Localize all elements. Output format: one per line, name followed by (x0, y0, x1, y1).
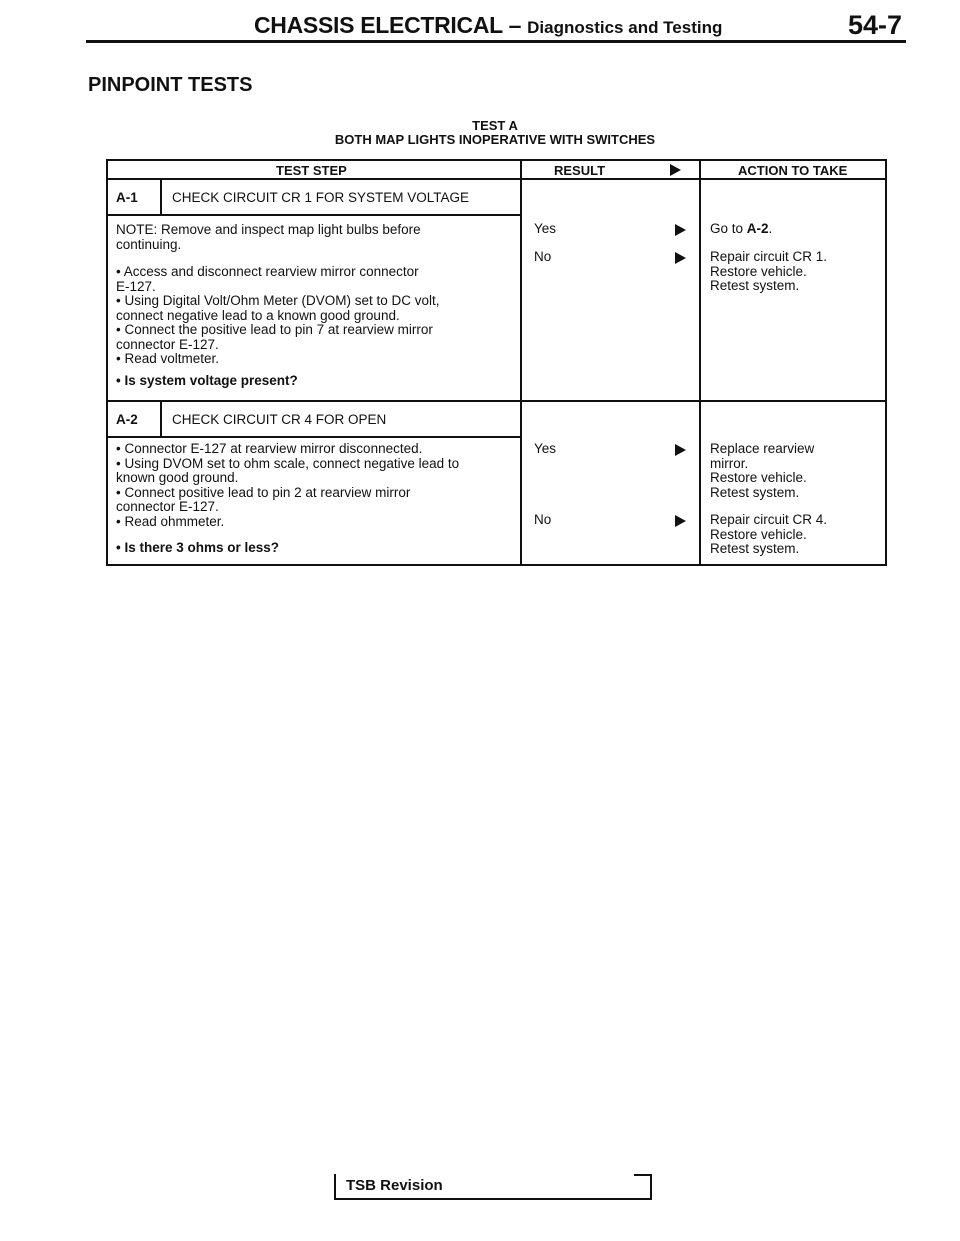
footer-bottom-border (334, 1198, 652, 1200)
result-arrow-icon (675, 252, 686, 264)
result-arrow-icon (675, 515, 686, 527)
row-divider (108, 400, 885, 402)
step-a1-title: CHECK CIRCUIT CR 1 FOR SYSTEM VOLTAGE (172, 190, 470, 205)
test-name: BOTH MAP LIGHTS INOPERATIVE WITH SWITCHES (334, 132, 656, 147)
footer-top-tick (634, 1174, 652, 1176)
step-a1-action-no: Repair circuit CR 1. Restore vehicle. Retest system. (710, 249, 828, 293)
tsb-revision-box (334, 1170, 654, 1206)
test-id: TEST A (472, 118, 518, 133)
step-a1-result-no: No (534, 249, 552, 264)
header-rule (86, 40, 906, 43)
step-a2-id-divider (160, 400, 162, 436)
title-dash: – (502, 12, 528, 38)
step-a1-question: • Is system voltage present? (116, 373, 298, 388)
step-a2-result-yes: Yes (534, 441, 557, 456)
result-arrow-icon (675, 444, 686, 456)
column-divider-step (520, 161, 522, 564)
section-subtitle: Diagnostics and Testing (527, 18, 723, 37)
step-a1-id-divider (160, 178, 162, 214)
step-a1-title-divider (108, 214, 520, 216)
footer-right-border (650, 1174, 652, 1200)
header-title (254, 12, 722, 39)
step-a1-note: NOTE: Remove and inspect map light bulbs before continuing. (116, 222, 421, 252)
step-a2-title-divider (108, 436, 520, 438)
step-a2-action-yes: Replace rearview mirror. Restore vehicle. Retest system. (710, 441, 815, 500)
step-a2-title: CHECK CIRCUIT CR 4 FOR OPEN (172, 412, 387, 427)
step-a1-id: A-1 (116, 190, 138, 205)
step-a2-action-no: Repair circuit CR 4. Restore vehicle. Retest system. (710, 512, 828, 556)
footer-left-border (334, 1174, 336, 1200)
step-a2-result-no: No (534, 512, 552, 527)
column-divider-result (699, 161, 701, 564)
step-a1-instructions: • Access and disconnect rearview mirror connector E-127. • Using Digital Volt/Ohm Meter (DVOM) set to DC volt, connect negative lead to a known good ground. • Connect the positive lead to pin 7 at rearview mirror connector E-127. • Read voltmeter. (116, 264, 440, 366)
action-text: Go to (710, 221, 747, 236)
column-header-test-step: TEST STEP (276, 163, 347, 178)
page-header (86, 8, 906, 44)
step-a2-id: A-2 (116, 412, 138, 427)
result-arrow-icon (675, 224, 686, 236)
section-title: CHASSIS ELECTRICAL (254, 12, 503, 38)
column-header-result: RESULT (554, 163, 606, 178)
tsb-revision-label: TSB Revision (346, 1177, 443, 1194)
step-a1-result-yes: Yes (534, 221, 557, 236)
step-a2-instructions: • Connector E-127 at rearview mirror disconnected. • Using DVOM set to ohm scale, connect negative lead to known good ground. • Connect positive lead to pin 2 at rearview mirror connector E-127. • Read ohmmeter. (116, 441, 460, 529)
header-arrow-icon (670, 164, 681, 176)
test-table (106, 159, 887, 566)
action-text-end: . (768, 221, 773, 236)
page-number: 54-7 (847, 10, 902, 40)
column-header-action: ACTION TO TAKE (738, 163, 848, 178)
step-a2-question: • Is there 3 ohms or less? (116, 540, 280, 555)
page-heading: PINPOINT TESTS (88, 74, 253, 96)
step-a1-action-yes (710, 222, 772, 237)
action-step-ref: A-2 (746, 221, 769, 236)
